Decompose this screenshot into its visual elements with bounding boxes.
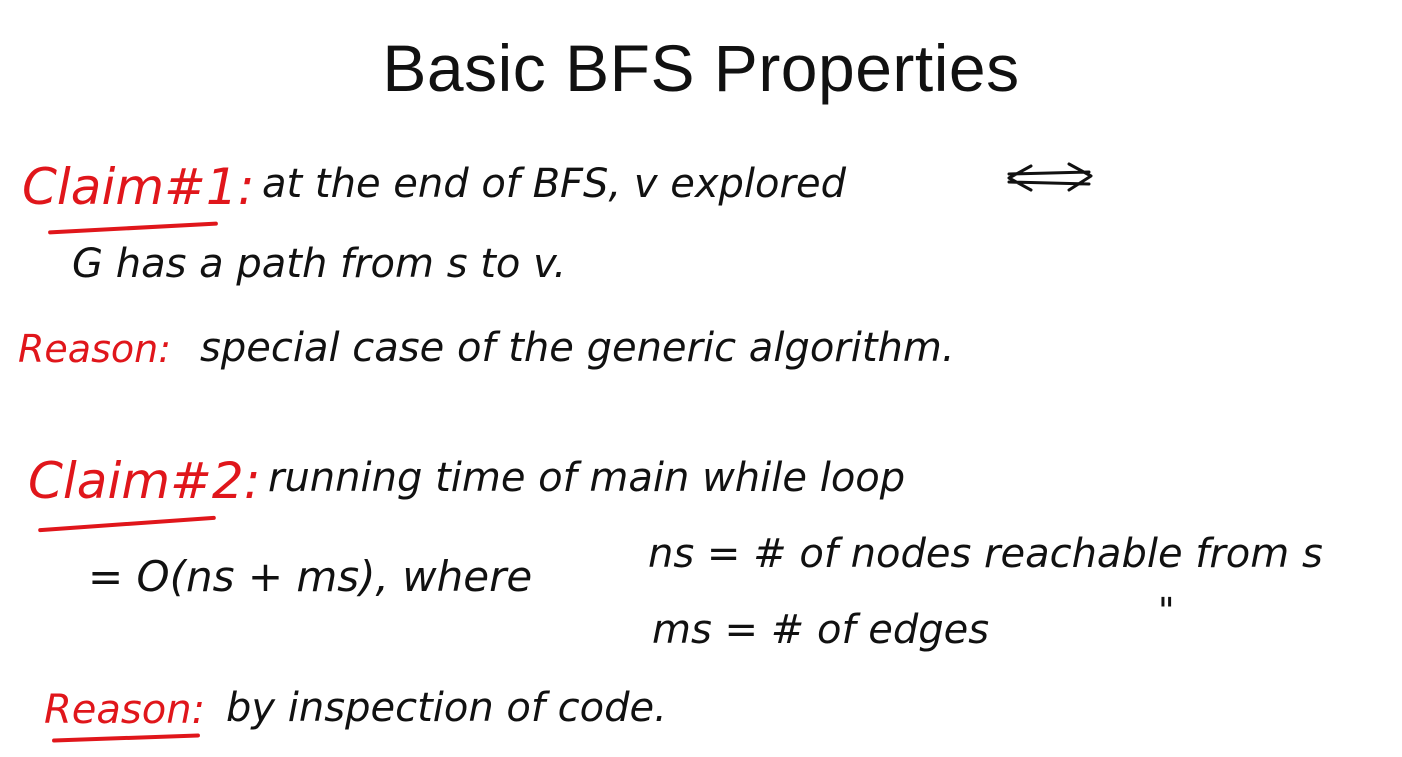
- reason1-label: Reason:: [18, 327, 172, 371]
- claim1-text-line2: G has a path from s to v.: [72, 241, 567, 287]
- claim2-equation: = O(ns + ms), where: [88, 552, 533, 601]
- claim2-ditto-mark: ": [1158, 591, 1175, 632]
- reason2-label: Reason:: [44, 687, 206, 733]
- claim2-text-line1: running time of main while loop: [268, 455, 906, 501]
- claim2-def-ms: ms = # of edges: [652, 607, 990, 653]
- claim2-underline: [38, 516, 216, 532]
- claim1-text-line1: at the end of BFS, v explored: [262, 161, 846, 207]
- claim1-underline: [48, 222, 218, 235]
- slide-title: Basic BFS Properties: [382, 31, 1020, 105]
- reason1-text: special case of the generic algorithm.: [200, 325, 955, 371]
- claim1-label: Claim#1:: [22, 158, 255, 216]
- reason2-text: by inspection of code.: [226, 685, 667, 731]
- claim2-label: Claim#2:: [28, 452, 261, 510]
- claim2-def-ns: ns = # of nodes reachable from s: [648, 531, 1323, 577]
- double-arrow-iff-icon: [1005, 160, 1095, 196]
- reason2-underline: [52, 733, 200, 742]
